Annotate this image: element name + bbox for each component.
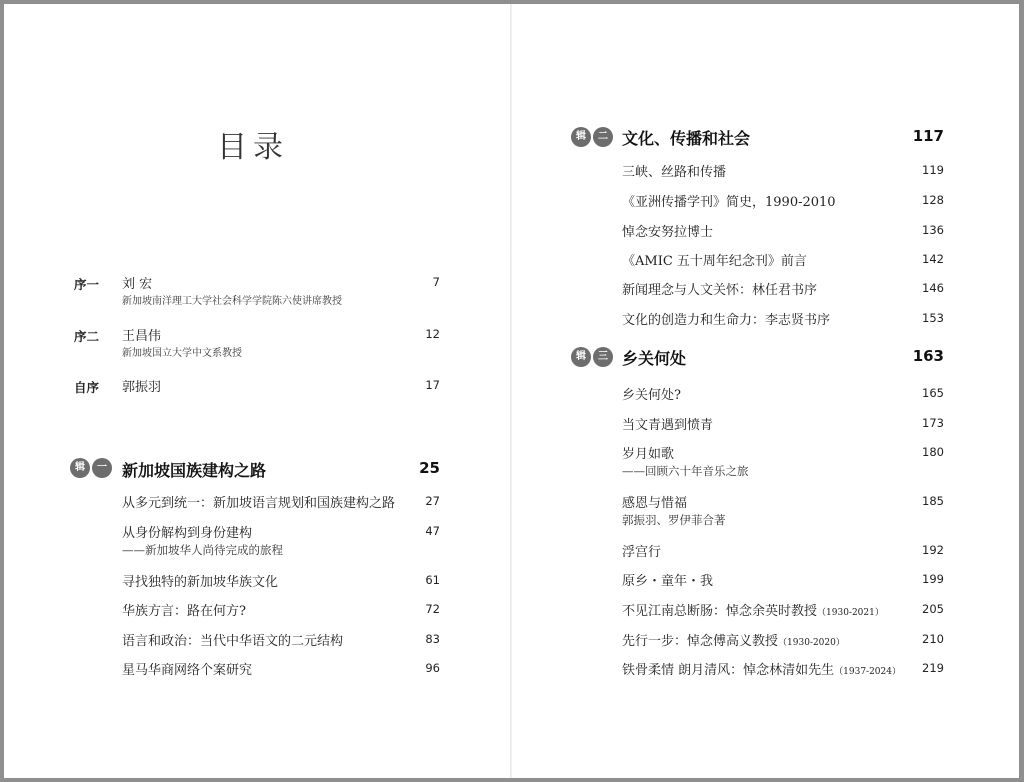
entry-subtitle: 郭振羽、罗伊菲合著: [622, 513, 726, 527]
page-number: 96: [425, 661, 440, 675]
preface-author: 郭振羽: [122, 380, 162, 395]
part-badge-number: 三: [593, 347, 613, 367]
page-number: 83: [425, 632, 440, 646]
preface-affiliation: 新加坡南洋理工大学社会科学学院陈六使讲席教授: [122, 296, 342, 307]
entry-title-text: 铁骨柔情 朗月清风：悼念林清如先生: [622, 663, 835, 678]
page-number: 136: [922, 223, 944, 237]
page-number: 17: [425, 378, 440, 392]
entry-title: 悼念安努拉博士: [622, 225, 714, 240]
page-number: 199: [922, 572, 944, 586]
page-number: 27: [425, 494, 440, 508]
entry-title: 原乡・童年・我: [622, 574, 714, 589]
entry-title-text: 不见江南总断肠：悼念余英时教授: [622, 604, 818, 619]
entry-dates: （1937-2024）: [834, 667, 901, 677]
part-page-number: 25: [419, 459, 440, 477]
entry-title: 文化的创造力和生命力：李志贤书序: [622, 313, 831, 328]
part-badge-label: 辑: [571, 127, 591, 147]
entry-title: 《亚洲传播学刊》简史，1990-2010: [622, 195, 836, 210]
part-title: 乡关何处: [622, 349, 687, 368]
entry-dates: （1930-2020）: [778, 638, 845, 648]
preface-label: 序一: [74, 277, 100, 292]
entry-title: 从多元到统一：新加坡语言规划和国族建构之路: [122, 496, 396, 511]
page-number: 205: [922, 602, 944, 616]
entry-title: 当文青遇到愤青: [622, 418, 714, 433]
part-badge: [571, 347, 617, 367]
page-number: 12: [425, 327, 440, 341]
entry-title: 新闻理念与人文关怀：林任君书序: [622, 283, 818, 298]
preface-label: 序二: [74, 329, 100, 344]
page-number: 146: [922, 281, 944, 295]
page-number: 7: [432, 275, 440, 289]
right-page: [512, 4, 1019, 778]
entry-title: [622, 659, 901, 678]
page-number: 128: [922, 193, 944, 207]
part-badge-label: 辑: [571, 347, 591, 367]
page-number: 165: [922, 386, 944, 400]
entry-title: 华族方言：路在何方?: [122, 604, 246, 619]
part-badge-number: 二: [593, 127, 613, 147]
page-number: 180: [922, 445, 944, 459]
entry-subtitle: ——新加坡华人尚待完成的旅程: [122, 543, 283, 557]
preface-label: 自序: [74, 380, 100, 395]
page-number: 210: [922, 632, 944, 646]
preface-author: 王昌伟: [122, 329, 162, 344]
book-spread: [4, 4, 1019, 778]
entry-title: 星马华商网络个案研究: [122, 663, 253, 678]
part-badge-number: 一: [92, 458, 112, 478]
page-number: 61: [425, 573, 440, 587]
page-number: 142: [922, 252, 944, 266]
page-number: 185: [922, 494, 944, 508]
left-page: [4, 4, 511, 778]
preface-affiliation: 新加坡国立大学中文系教授: [122, 348, 242, 359]
entry-title: [622, 630, 845, 649]
part-badge: [70, 458, 116, 478]
page-number: 119: [922, 163, 944, 177]
entry-title: 浮宫行: [622, 545, 662, 560]
page-number: 173: [922, 416, 944, 430]
preface-author: 刘 宏: [122, 277, 153, 292]
entry-title: 从身份解构到身份建构: [122, 526, 253, 541]
entry-title: 寻找独特的新加坡华族文化: [122, 575, 279, 590]
part-page-number: 117: [912, 127, 944, 145]
part-title: 文化、传播和社会: [622, 129, 751, 148]
entry-title: 《AMIC 五十周年纪念刊》前言: [622, 254, 807, 269]
entry-title: [622, 600, 884, 619]
entry-title: 乡关何处?: [622, 388, 681, 403]
page-number: 153: [922, 311, 944, 325]
toc-title: 目录: [217, 130, 289, 165]
part-page-number: 163: [912, 347, 944, 365]
entry-dates: （1930-2021）: [817, 608, 884, 618]
entry-title-text: 先行一步：悼念傅高义教授: [622, 634, 779, 649]
entry-title: 感恩与惜福: [622, 496, 688, 511]
part-title: 新加坡国族建构之路: [122, 461, 267, 480]
part-badge: [571, 127, 617, 147]
entry-title: 岁月如歌: [622, 447, 675, 462]
page-number: 219: [922, 661, 944, 675]
entry-title: 语言和政治：当代中华语文的二元结构: [122, 634, 344, 649]
entry-title: 三峡、丝路和传播: [622, 165, 727, 180]
page-number: 72: [425, 602, 440, 616]
page-number: 47: [425, 524, 440, 538]
page-number: 192: [922, 543, 944, 557]
entry-subtitle: ——回顾六十年音乐之旅: [622, 464, 749, 478]
part-badge-label: 辑: [70, 458, 90, 478]
